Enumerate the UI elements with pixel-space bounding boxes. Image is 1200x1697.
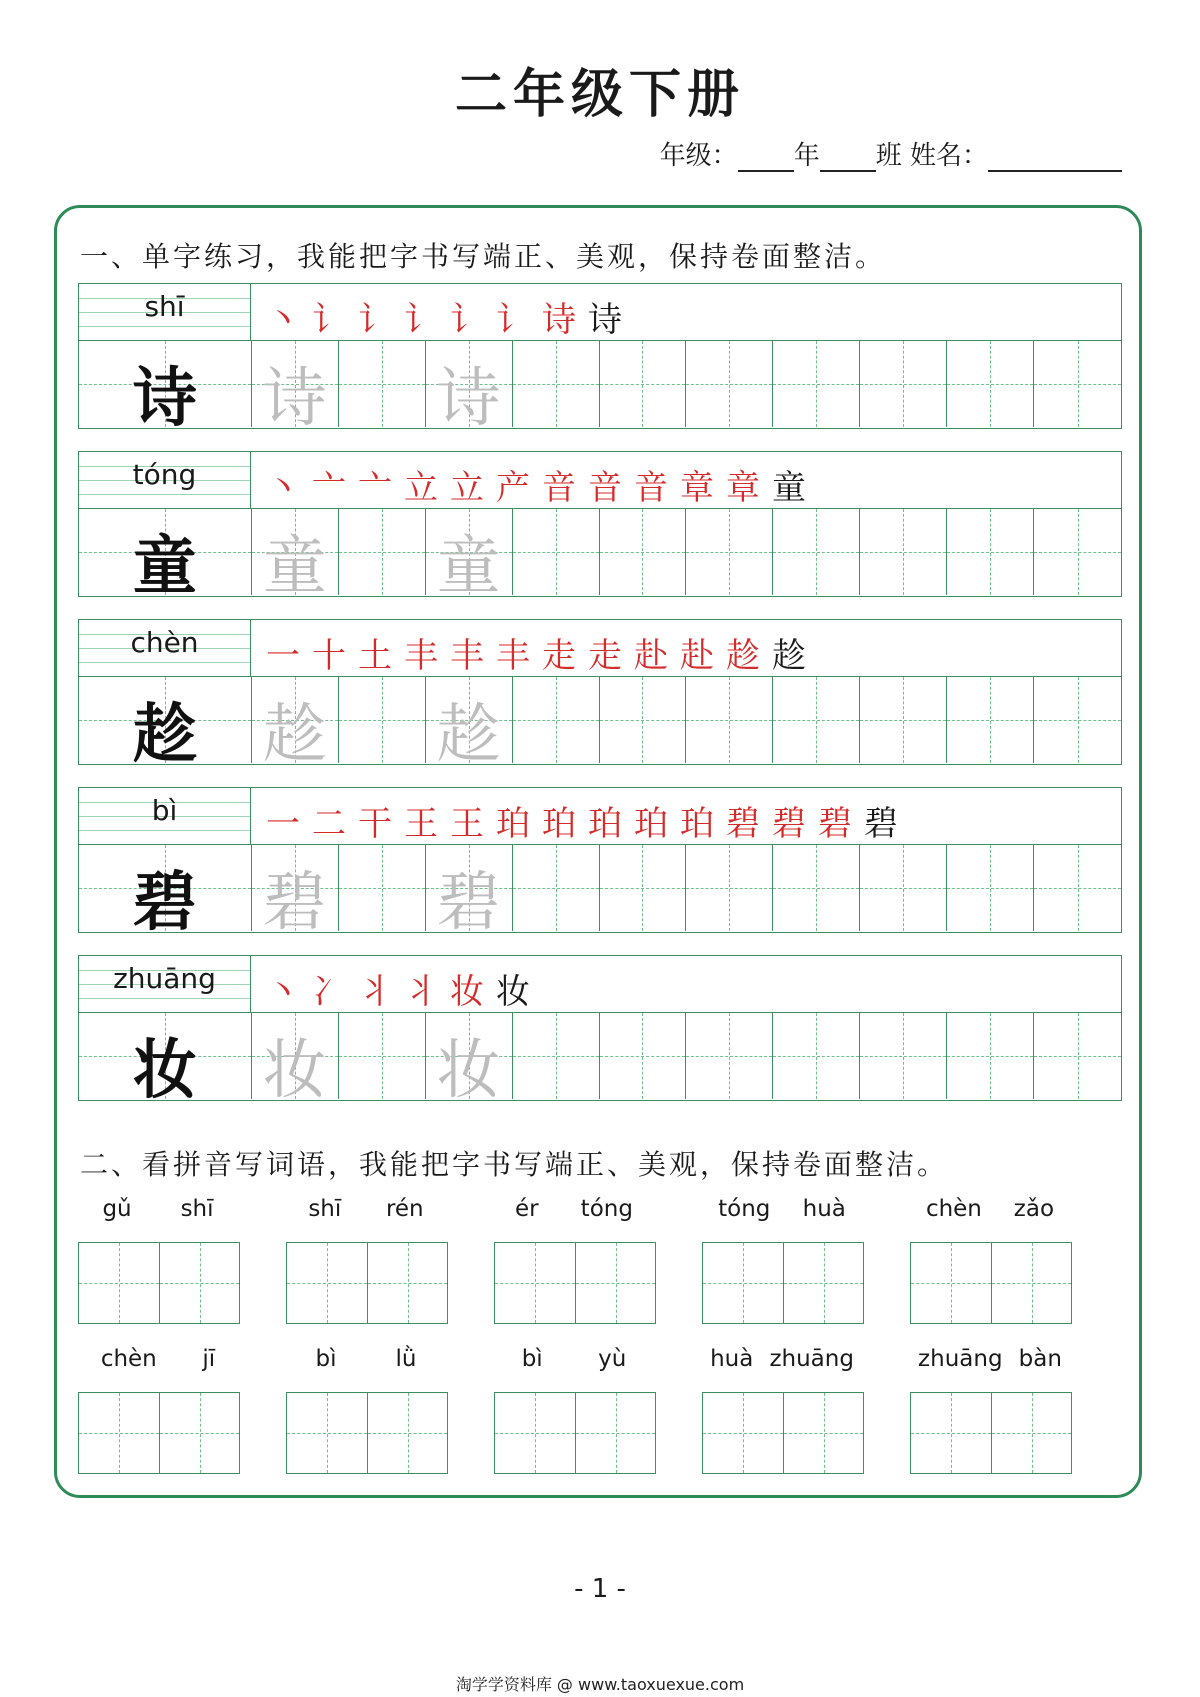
stroke-step: 干: [358, 804, 392, 844]
writing-cell[interactable]: [159, 1393, 239, 1473]
stroke-step: 立: [450, 468, 484, 508]
word-pinyin: chèn: [925, 1196, 982, 1222]
stroke-step: 诗: [588, 300, 622, 340]
writing-cell[interactable]: [513, 845, 600, 931]
writing-cell[interactable]: [911, 1243, 991, 1323]
stroke-step: 亠: [312, 468, 346, 508]
word-pinyin: tóng: [580, 1196, 633, 1222]
word-group: [286, 1196, 446, 1230]
word-pinyin: bì: [521, 1346, 543, 1372]
stroke-step: 讠: [496, 300, 530, 340]
stroke-step: 王: [404, 804, 438, 844]
writing-cell[interactable]: [783, 1243, 863, 1323]
stroke-step: 丰: [450, 636, 484, 676]
word-group: [286, 1346, 446, 1380]
year-blank[interactable]: [738, 140, 794, 172]
stroke-step: 走: [588, 636, 622, 676]
word-pinyin: bì: [315, 1346, 337, 1372]
writing-cell[interactable]: [686, 677, 773, 763]
writing-cell[interactable]: [947, 341, 1034, 427]
writing-cell[interactable]: [339, 509, 426, 595]
stroke-step: 走: [542, 636, 576, 676]
trace-char: 碧: [262, 866, 327, 940]
trace-char: 妆: [262, 1034, 327, 1108]
writing-cell[interactable]: [575, 1243, 655, 1323]
practice-row: [78, 619, 1122, 772]
writing-cell[interactable]: [252, 845, 339, 940]
writing-cell[interactable]: [367, 1243, 447, 1323]
word-group: [78, 1346, 238, 1380]
section2-title: 二、看拼音写词语，我能把字书写端正、美观，保持卷面整洁。: [80, 1148, 949, 1181]
stroke-step: 土: [358, 636, 392, 676]
writing-cell[interactable]: [686, 845, 773, 931]
writing-grid: [78, 1013, 1122, 1108]
trace-char: 妆: [436, 1034, 501, 1108]
word-pinyin: huà: [710, 1346, 754, 1372]
model-char: 趁: [132, 697, 197, 772]
writing-cell[interactable]: [783, 1393, 863, 1473]
stroke-step: 二: [312, 804, 346, 844]
writing-cell[interactable]: [339, 845, 426, 931]
writing-cell[interactable]: [860, 845, 947, 931]
writing-cell[interactable]: [513, 677, 600, 763]
writing-cell[interactable]: [947, 509, 1034, 595]
writing-cell[interactable]: [426, 1013, 513, 1108]
word-writing-boxes: [494, 1392, 656, 1474]
writing-cell[interactable]: [79, 1393, 159, 1473]
pinyin: shī: [144, 290, 185, 323]
word-pinyin: lǜ: [395, 1346, 417, 1372]
stroke-step: 趁: [726, 636, 760, 676]
writing-cell[interactable]: [1034, 509, 1121, 595]
stroke-step: 亠: [358, 468, 392, 508]
stroke-step: 讠: [358, 300, 392, 340]
word-pinyin: bàn: [1018, 1346, 1062, 1372]
word-group: [702, 1346, 862, 1380]
stroke-step: 冫: [312, 972, 346, 1012]
stroke-step: 章: [680, 468, 714, 508]
writing-cell[interactable]: [860, 677, 947, 763]
word-pinyin: chèn: [100, 1346, 157, 1372]
writing-cell[interactable]: [773, 509, 860, 595]
pinyin: zhuāng: [113, 962, 216, 995]
writing-cell[interactable]: [287, 1393, 367, 1473]
writing-cell[interactable]: [991, 1393, 1071, 1473]
word-group: [702, 1196, 862, 1230]
stroke-step: 音: [588, 468, 622, 508]
writing-cell[interactable]: [575, 1393, 655, 1473]
word-writing-boxes: [910, 1392, 1072, 1474]
stroke-step: 音: [542, 468, 576, 508]
model-char: 妆: [132, 1033, 197, 1108]
word-pinyin: zhuāng: [769, 1346, 854, 1372]
writing-cell[interactable]: [600, 509, 687, 595]
writing-cell[interactable]: [703, 1243, 783, 1323]
word-pinyin: gǔ: [102, 1196, 132, 1222]
footer-watermark: 淘学学资料库 @ www.taoxuexue.com: [455, 1675, 745, 1694]
word-writing-boxes: [286, 1392, 448, 1474]
stroke-step: 一: [266, 636, 300, 676]
writing-cell[interactable]: [686, 1013, 773, 1099]
model-char-cell: [79, 509, 252, 604]
writing-cell[interactable]: [911, 1393, 991, 1473]
stroke-step: 讠: [450, 300, 484, 340]
writing-cell[interactable]: [513, 509, 600, 595]
trace-char: 童: [436, 530, 501, 604]
stroke-step: 碧: [772, 804, 806, 844]
writing-cell[interactable]: [1034, 341, 1121, 427]
word-pinyin: rén: [385, 1196, 424, 1222]
word-writing-boxes: [702, 1242, 864, 1324]
stroke-order-box: [251, 619, 1122, 677]
trace-char: 诗: [262, 362, 327, 436]
stroke-step: 珀: [496, 804, 530, 844]
writing-cell[interactable]: [79, 1243, 159, 1323]
stroke-step: 立: [404, 468, 438, 508]
writing-cell[interactable]: [426, 509, 513, 604]
stroke-step: 珀: [680, 804, 714, 844]
practice-row: [78, 451, 1122, 604]
stroke-step: 珀: [588, 804, 622, 844]
writing-cell[interactable]: [426, 845, 513, 940]
word-writing-boxes: [78, 1242, 240, 1324]
stroke-step: 产: [496, 468, 530, 508]
model-char-cell: [79, 1013, 252, 1108]
writing-cell[interactable]: [252, 677, 339, 772]
writing-cell[interactable]: [339, 1013, 426, 1099]
pinyin-box: [78, 283, 251, 341]
stroke-step: 王: [450, 804, 484, 844]
writing-cell[interactable]: [947, 1013, 1034, 1099]
word-writing-boxes: [494, 1242, 656, 1324]
stroke-step: 丶: [266, 468, 300, 508]
writing-cell[interactable]: [1034, 677, 1121, 763]
writing-cell[interactable]: [252, 509, 339, 604]
model-char: 碧: [132, 865, 197, 940]
trace-char: 诗: [436, 362, 501, 436]
stroke-step: 诗: [542, 300, 576, 340]
writing-cell[interactable]: [600, 341, 687, 427]
stroke-step: 妆: [496, 972, 530, 1012]
writing-cell[interactable]: [773, 1013, 860, 1099]
stroke-step: 音: [634, 468, 668, 508]
writing-cell[interactable]: [860, 341, 947, 427]
grade-label: 年级：: [659, 141, 738, 171]
stroke-step: 珀: [634, 804, 668, 844]
pinyin: chèn: [130, 626, 199, 659]
trace-char: 童: [262, 530, 327, 604]
writing-cell[interactable]: [287, 1243, 367, 1323]
writing-cell[interactable]: [947, 845, 1034, 931]
writing-cell[interactable]: [860, 509, 947, 595]
writing-cell[interactable]: [495, 1393, 575, 1473]
writing-cell[interactable]: [339, 341, 426, 427]
stroke-step: 丶: [266, 300, 300, 340]
pinyin-box: [78, 451, 251, 509]
writing-cell[interactable]: [947, 677, 1034, 763]
word-writing-boxes: [910, 1242, 1072, 1324]
writing-grid: [78, 341, 1122, 436]
stroke-step: 赴: [680, 636, 714, 676]
pinyin: tóng: [132, 458, 197, 491]
model-char: 诗: [132, 361, 197, 436]
word-pinyin: tóng: [718, 1196, 771, 1222]
pinyin-box: [78, 955, 251, 1013]
stroke-step: 趁: [772, 636, 806, 676]
page-number: - 1 -: [574, 1574, 626, 1604]
word-group: [910, 1346, 1070, 1380]
word-pinyin: zhuāng: [918, 1346, 1003, 1372]
stroke-step: 丬: [404, 972, 438, 1012]
writing-cell[interactable]: [1034, 845, 1121, 931]
word-group: [910, 1196, 1070, 1230]
pinyin: bì: [151, 794, 178, 827]
writing-cell[interactable]: [1034, 1013, 1121, 1099]
writing-cell[interactable]: [513, 341, 600, 427]
practice-row: [78, 283, 1122, 436]
writing-cell[interactable]: [367, 1393, 447, 1473]
writing-cell[interactable]: [339, 677, 426, 763]
stroke-order-box: [251, 283, 1122, 341]
word-writing-boxes: [702, 1392, 864, 1474]
stroke-step: 讠: [312, 300, 346, 340]
word-pinyin: jī: [202, 1346, 216, 1372]
section1-title: 一、单字练习，我能把字书写端正、美观，保持卷面整洁。: [80, 240, 887, 273]
word-pinyin: shī: [308, 1196, 342, 1222]
stroke-step: 一: [266, 804, 300, 844]
writing-cell[interactable]: [600, 677, 687, 763]
writing-cell[interactable]: [513, 1013, 600, 1099]
word-pinyin: huà: [802, 1196, 846, 1222]
student-info: [660, 135, 1122, 172]
stroke-order-box: [251, 451, 1122, 509]
writing-grid: [78, 509, 1122, 604]
writing-cell[interactable]: [252, 341, 339, 436]
model-char: 童: [132, 529, 197, 604]
stroke-step: 十: [312, 636, 346, 676]
writing-grid: [78, 677, 1122, 772]
stroke-step: 碧: [726, 804, 760, 844]
practice-row: [78, 955, 1122, 1108]
stroke-step: 妆: [450, 972, 484, 1012]
writing-cell[interactable]: [252, 1013, 339, 1108]
writing-cell[interactable]: [600, 1013, 687, 1099]
class-label: 班: [875, 141, 902, 171]
writing-cell[interactable]: [991, 1243, 1071, 1323]
writing-cell[interactable]: [159, 1243, 239, 1323]
model-char-cell: [79, 341, 252, 436]
word-writing-boxes: [78, 1392, 240, 1474]
practice-row: [78, 787, 1122, 940]
word-group: [494, 1196, 654, 1230]
stroke-step: 丶: [266, 972, 300, 1012]
model-char-cell: [79, 845, 252, 940]
writing-cell[interactable]: [773, 677, 860, 763]
writing-cell[interactable]: [773, 845, 860, 931]
stroke-step: 讠: [404, 300, 438, 340]
word-pinyin: yù: [598, 1346, 627, 1372]
stroke-step: 丬: [358, 972, 392, 1012]
writing-cell[interactable]: [686, 341, 773, 427]
year-label: 年: [793, 141, 820, 171]
stroke-step: 丰: [496, 636, 530, 676]
stroke-order-box: [251, 955, 1122, 1013]
trace-char: 趁: [262, 698, 327, 772]
writing-grid: [78, 845, 1122, 940]
word-group: [78, 1196, 238, 1230]
pinyin-box: [78, 619, 251, 677]
page-title: 二年级下册: [454, 64, 745, 125]
stroke-step: 珀: [542, 804, 576, 844]
writing-cell[interactable]: [686, 509, 773, 595]
writing-cell[interactable]: [426, 341, 513, 436]
writing-cell[interactable]: [860, 1013, 947, 1099]
stroke-step: 碧: [818, 804, 852, 844]
word-writing-boxes: [286, 1242, 448, 1324]
name-label: 姓名：: [909, 141, 988, 171]
model-char-cell: [79, 677, 252, 772]
stroke-step: 赴: [634, 636, 668, 676]
word-pinyin: zǎo: [1013, 1196, 1055, 1222]
pinyin-box: [78, 787, 251, 845]
writing-cell[interactable]: [703, 1393, 783, 1473]
stroke-order-box: [251, 787, 1122, 845]
name-blank[interactable]: [988, 140, 1122, 172]
class-blank[interactable]: [820, 140, 876, 172]
writing-cell[interactable]: [773, 341, 860, 427]
writing-cell[interactable]: [495, 1243, 575, 1323]
writing-cell[interactable]: [600, 845, 687, 931]
stroke-step: 童: [772, 468, 806, 508]
stroke-step: 碧: [864, 804, 898, 844]
word-pinyin: shī: [180, 1196, 214, 1222]
word-pinyin: ér: [515, 1196, 539, 1222]
writing-cell[interactable]: [426, 677, 513, 772]
word-group: [494, 1346, 654, 1380]
stroke-step: 丰: [404, 636, 438, 676]
trace-char: 碧: [436, 866, 501, 940]
stroke-step: 章: [726, 468, 760, 508]
trace-char: 趁: [436, 698, 501, 772]
